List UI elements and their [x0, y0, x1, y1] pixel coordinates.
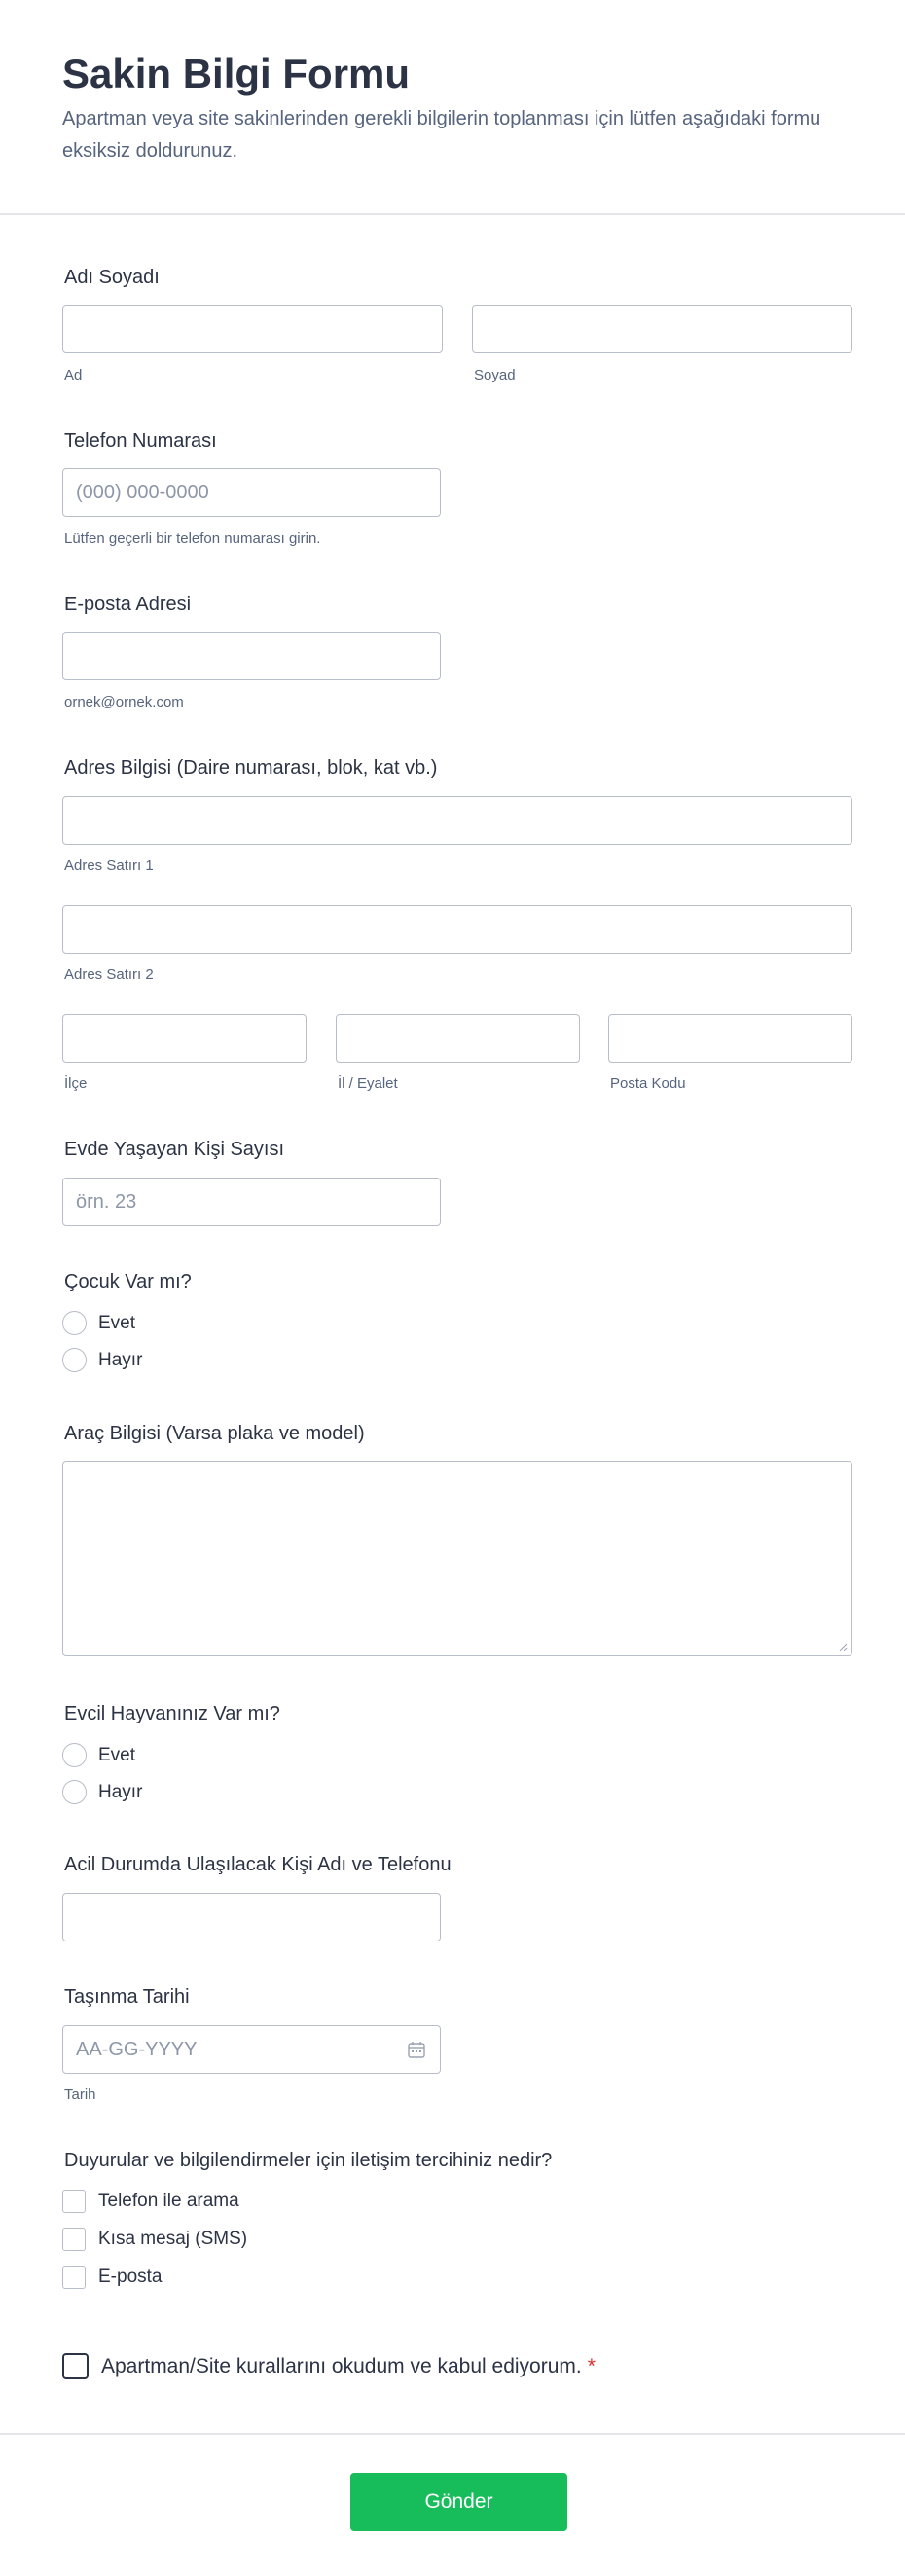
last-name-input[interactable]	[472, 305, 852, 353]
email-label: E-posta Adresi	[64, 594, 192, 615]
contact-sms-label[interactable]: Kısa mesaj (SMS)	[98, 2229, 248, 2249]
contact-sms-checkbox[interactable]	[62, 2228, 86, 2251]
pets-no-radio[interactable]	[62, 1780, 87, 1804]
emergency-input[interactable]	[62, 1893, 441, 1941]
footer-divider	[0, 2433, 905, 2435]
page-title: Sakin Bilgi Formu	[62, 51, 411, 96]
children-no-label[interactable]: Hayır	[98, 1350, 143, 1370]
children-no-radio[interactable]	[62, 1348, 87, 1372]
district-input[interactable]	[62, 1014, 307, 1063]
address-line2-sublabel: Adres Satırı 2	[64, 966, 154, 983]
form-header	[0, 0, 905, 215]
contact-phone-label[interactable]: Telefon ile arama	[98, 2191, 239, 2211]
postal-code-sublabel: Posta Kodu	[610, 1075, 686, 1092]
children-label: Çocuk Var mı?	[64, 1271, 192, 1292]
household-placeholder: örn. 23	[76, 1191, 137, 1213]
province-input[interactable]	[336, 1014, 580, 1063]
district-sublabel: İlçe	[64, 1075, 88, 1092]
move-date-input[interactable]	[62, 2025, 441, 2074]
emergency-label: Acil Durumda Ulaşılacak Kişi Adı ve Telefonu	[64, 1854, 452, 1875]
pets-yes-radio[interactable]	[62, 1743, 87, 1767]
postal-code-input[interactable]	[608, 1014, 852, 1063]
full-name-label: Adı Soyadı	[64, 267, 160, 288]
pets-label: Evcil Hayvanınız Var mı?	[64, 1703, 280, 1724]
page-subtitle: Apartman veya site sakinlerinden gerekli bilgilerin toplanması için lütfen aşağıdaki formu eksiksiz doldurunuz.	[62, 108, 821, 162]
terms-label-row[interactable]	[101, 2353, 596, 2379]
required-mark: *	[587, 2355, 596, 2377]
terms-checkbox[interactable]	[62, 2353, 89, 2379]
phone-label: Telefon Numarası	[64, 430, 217, 452]
pets-no-label[interactable]: Hayır	[98, 1782, 143, 1802]
address-line1-input[interactable]	[62, 796, 852, 845]
email-input[interactable]	[62, 632, 441, 680]
address-label: Adres Bilgisi (Daire numarası, blok, kat vb.)	[64, 757, 438, 779]
vehicle-label: Araç Bilgisi (Varsa plaka ve model)	[64, 1423, 365, 1444]
address-line1-sublabel: Adres Satırı 1	[64, 857, 154, 874]
vehicle-textarea[interactable]	[62, 1461, 852, 1656]
calendar-icon[interactable]	[407, 2040, 426, 2059]
first-name-input[interactable]	[62, 305, 443, 353]
resize-grip-icon[interactable]	[838, 1642, 848, 1651]
first-name-sublabel: Ad	[64, 367, 83, 383]
contact-email-checkbox[interactable]	[62, 2266, 86, 2289]
contact-email-label[interactable]: E-posta	[98, 2267, 163, 2287]
household-input[interactable]	[62, 1178, 441, 1226]
move-date-placeholder: AA-GG-YYYY	[76, 2039, 198, 2060]
last-name-sublabel: Soyad	[474, 367, 516, 383]
children-yes-radio[interactable]	[62, 1311, 87, 1335]
children-yes-label[interactable]: Evet	[98, 1313, 136, 1333]
household-label: Evde Yaşayan Kişi Sayısı	[64, 1139, 285, 1160]
move-date-sublabel: Tarih	[64, 2086, 96, 2103]
phone-placeholder: (000) 000-0000	[76, 482, 209, 503]
address-line2-input[interactable]	[62, 905, 852, 954]
terms-label[interactable]: Apartman/Site kurallarını okudum ve kabul ediyorum.	[101, 2355, 582, 2377]
contact-pref-label: Duyurular ve bilgilendirmeler için iletişim tercihiniz nedir?	[64, 2150, 553, 2171]
phone-sublabel: Lütfen geçerli bir telefon numarası girin.	[64, 530, 321, 547]
province-sublabel: İl / Eyalet	[338, 1075, 398, 1092]
submit-button[interactable]: Gönder	[350, 2473, 567, 2531]
contact-phone-checkbox[interactable]	[62, 2190, 86, 2213]
move-date-label: Taşınma Tarihi	[64, 1986, 190, 2008]
email-sublabel: ornek@ornek.com	[64, 694, 184, 710]
pets-yes-label[interactable]: Evet	[98, 1745, 136, 1765]
phone-input[interactable]	[62, 468, 441, 517]
